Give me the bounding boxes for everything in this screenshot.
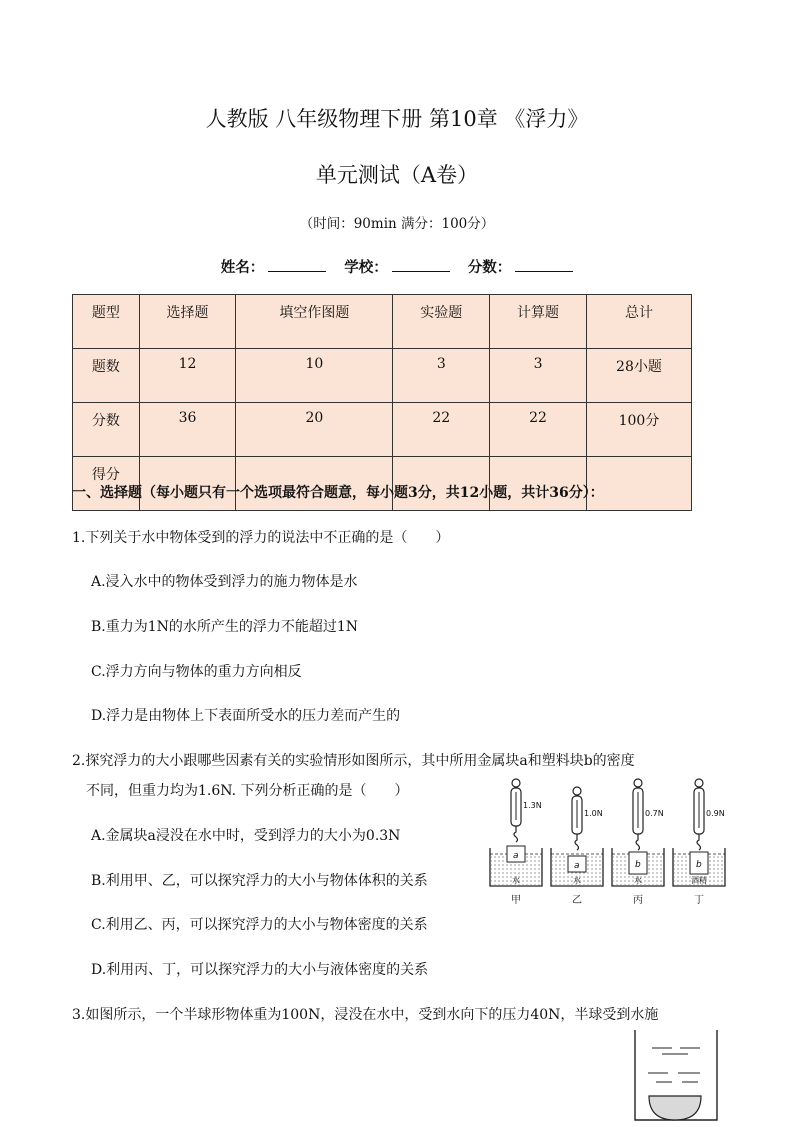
caption-jia: 甲 <box>511 895 521 906</box>
score-label: 分数： <box>467 259 512 276</box>
reading-bing: 0.7N <box>645 809 664 818</box>
apparatus-jia <box>490 779 542 886</box>
table-cell: 22 <box>393 403 490 457</box>
liquid-label-bing: 水 <box>634 876 642 885</box>
question-2-option-b: B.利用甲、乙，可以探究浮力的大小与物体体积的关系 <box>91 873 428 889</box>
table-cell: 20 <box>236 403 393 457</box>
table-cell: 填空作图题 <box>236 295 393 349</box>
section-heading: 一、选择题（每小题只有一个选项最符合题意，每小题3分，共12小题，共计36分）： <box>72 485 604 501</box>
table-cell: 36 <box>139 403 236 457</box>
question-1-stem: 1.下列关于水中物体受到的浮力的说法中不正确的是（ ） <box>72 530 450 546</box>
student-info-line <box>0 256 794 277</box>
table-cell: 3 <box>490 349 587 403</box>
time-info: （时间：90min 满分：100分） <box>299 216 495 232</box>
table-row <box>73 295 692 349</box>
question-1-option-b: B.重力为1N的水所产生的浮力不能超过1N <box>91 619 359 635</box>
caption-yi: 乙 <box>572 895 582 906</box>
table-cell: 题数 <box>73 349 140 403</box>
block-label-bing: b <box>635 860 641 870</box>
table-cell: 得分 <box>73 457 140 511</box>
question-2-option-a: A.金属块a浸没在水中时，受到浮力的大小为0.3N <box>91 828 401 844</box>
caption-bing: 丙 <box>633 895 643 906</box>
name-blank <box>268 257 326 272</box>
page-title-line2: 单元测试（A卷） <box>315 163 479 187</box>
question-2-option-d: D.利用丙、丁，可以探究浮力的大小与液体密度的关系 <box>91 962 429 978</box>
table-cell: 分数 <box>73 403 140 457</box>
spring-scale-figure <box>486 776 731 908</box>
block-label-jia: a <box>513 851 519 861</box>
school-label: 学校： <box>344 259 388 276</box>
hemisphere-figure <box>632 1030 722 1123</box>
hemisphere-beaker-diagram <box>632 1030 722 1123</box>
table-row <box>73 403 692 457</box>
question-3-stem: 3.如图所示，一个半球形物体重为100N，浸没在水中，受到水向下的压力40N，半球受到水施 <box>72 1007 659 1023</box>
reading-jia: 1.3N <box>523 801 542 810</box>
score-table <box>72 294 692 511</box>
table-cell: 选择题 <box>139 295 236 349</box>
liquid-label-jia: 水 <box>512 876 520 885</box>
table-cell: 计算题 <box>490 295 587 349</box>
page-title-line1: 人教版 八年级物理下册 第10章 《浮力》 <box>205 107 589 131</box>
school-blank <box>392 257 450 272</box>
liquid-label-ding: 酒精 <box>691 876 707 885</box>
name-label: 姓名： <box>220 259 265 276</box>
table-cell: 实验题 <box>393 295 490 349</box>
table-cell: 题型 <box>73 295 140 349</box>
table-row <box>73 349 692 403</box>
question-2-stem-line2: 不同，但重力均为1.6N. 下列分析正确的是（ ） <box>86 783 409 799</box>
question-1-option-d: D.浮力是由物体上下表面所受水的压力差而产生的 <box>91 708 401 724</box>
question-2-stem-line1: 2.探究浮力的大小跟哪些因素有关的实验情形如图所示，其中所用金属块a和塑料块b的密度 <box>72 753 635 769</box>
question-1-option-a: A.浸入水中的物体受到浮力的施力物体是水 <box>91 574 358 590</box>
table-cell: 100分 <box>586 403 691 457</box>
table-cell: 10 <box>236 349 393 403</box>
table-cell: 总计 <box>586 295 691 349</box>
caption-ding: 丁 <box>694 895 704 906</box>
block-label-ding: b <box>696 860 702 870</box>
table-cell: 3 <box>393 349 490 403</box>
block-label-yi: a <box>574 861 580 871</box>
reading-ding: 0.9N <box>706 809 725 818</box>
table-cell: 12 <box>139 349 236 403</box>
question-1-option-c: C.浮力方向与物体的重力方向相反 <box>91 664 302 680</box>
table-cell: 28小题 <box>586 349 691 403</box>
reading-yi: 1.0N <box>584 809 603 818</box>
question-2-option-c: C.利用乙、丙，可以探究浮力的大小与物体密度的关系 <box>91 917 428 933</box>
liquid-label-yi: 水 <box>573 876 581 885</box>
table-cell: 22 <box>490 403 587 457</box>
spring-scale-diagram <box>486 776 731 908</box>
score-blank <box>515 257 573 272</box>
